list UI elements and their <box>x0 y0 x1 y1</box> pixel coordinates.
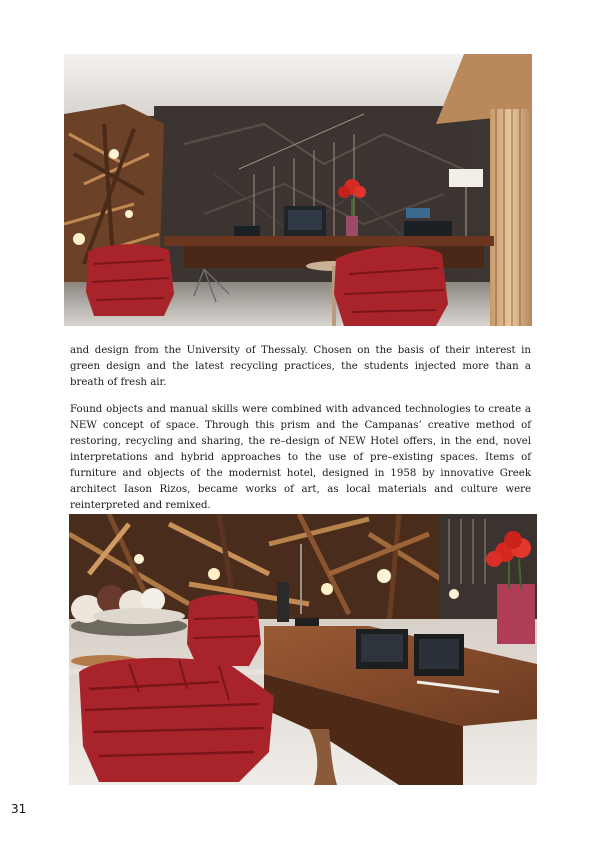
page-number: 31 <box>11 802 27 816</box>
reception-photo <box>64 54 532 326</box>
article-paragraph-1: and design from the University of Thessaly. Chosen on the basis of their interest in green design and the latest recycling practices, the students injected more than a breath of fresh air. <box>70 345 531 388</box>
lounge-photo <box>69 514 537 785</box>
article-paragraph-2: Found objects and manual skills were combined with advanced technologies to create a NEW concept of space. Through this prism and the Campanas’ creative method of restoring, recycling and sharing, the re–design of NEW Hotel offers, in the end, novel interpretations and hybrid approaches to the use of pre–existing spaces. Items of furniture and objects of the modernist hotel, designed in 1958 by innovative Greek architect Iason Rizos, became works of art, as local materials and culture were reinterpreted and remixed. <box>70 404 531 511</box>
